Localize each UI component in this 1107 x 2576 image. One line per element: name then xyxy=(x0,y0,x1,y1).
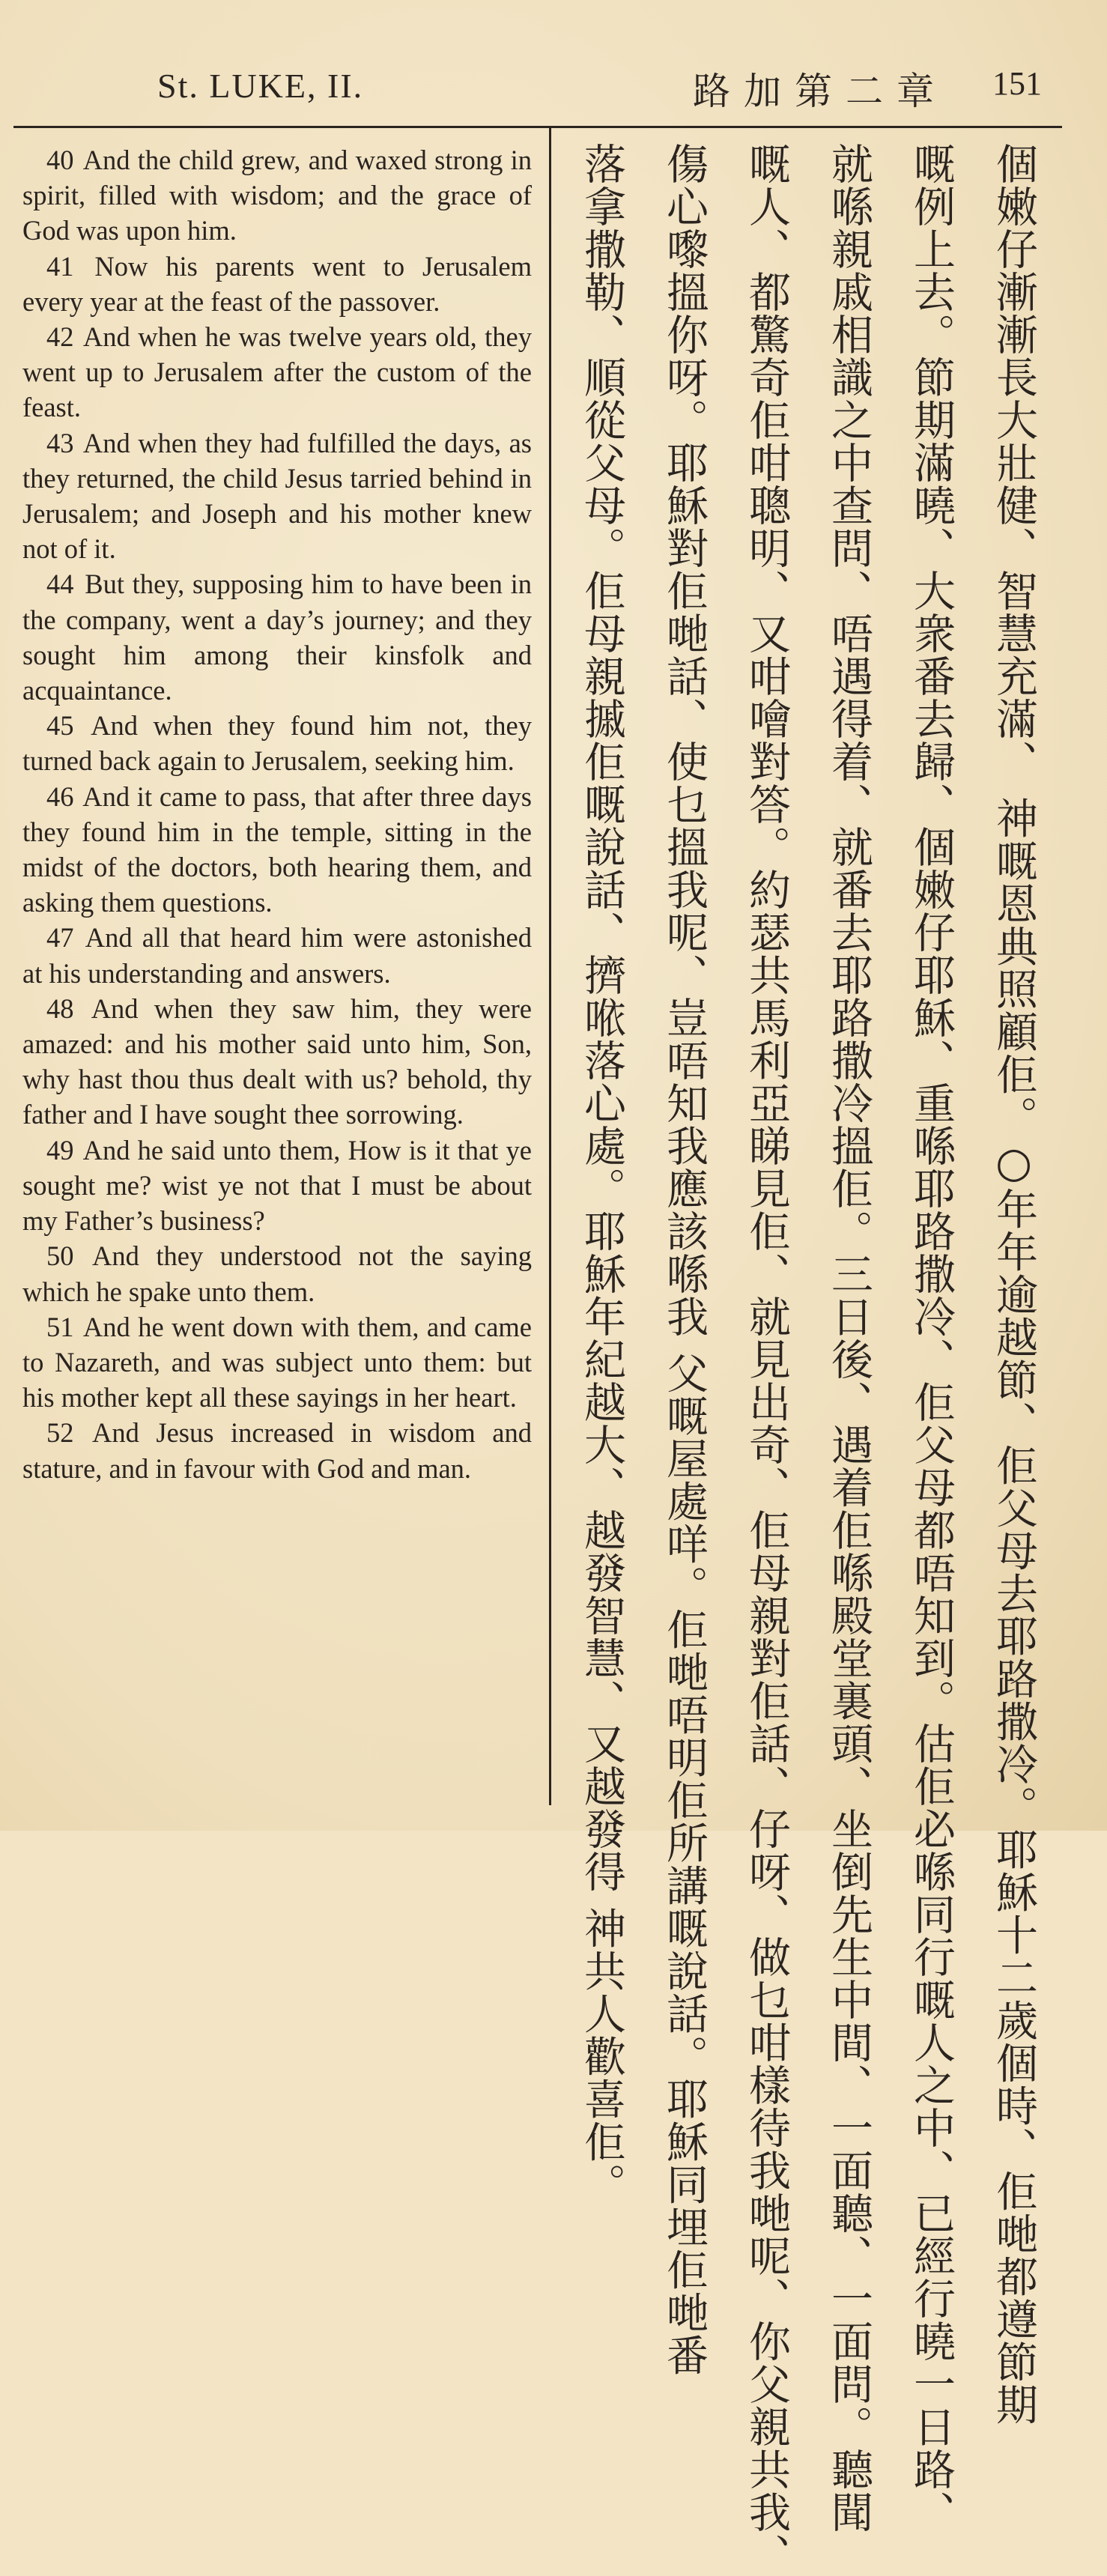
verse-50 xyxy=(22,1238,532,1309)
verse-47 xyxy=(22,920,532,990)
verse-number: 51 xyxy=(46,1311,74,1342)
verse-49 xyxy=(22,1133,532,1239)
verse-number: 40 xyxy=(46,145,74,175)
verse-43 xyxy=(22,425,532,567)
verse-text: And when they had fulfilled the days, as they returned, the child Jesus tarried behind in Jerusalem; and Joseph and his mother knew not of it. xyxy=(22,427,532,565)
verse-text: And all that heard him were astonished at his understanding and answers. xyxy=(22,922,532,989)
column-divider xyxy=(549,127,551,1805)
verse-42 xyxy=(22,319,532,425)
verse-number: 47 xyxy=(46,922,74,954)
verse-text: And Jesus increased in wisdom and stature, and in favour with God and man. xyxy=(22,1417,532,1484)
verse-number: 50 xyxy=(46,1240,74,1272)
verse-number: 44 xyxy=(46,569,74,600)
chinese-line: 傷心嚟搵你呀。耶穌對佢哋話、使乜搵我呢、豈唔知我應該喺我 父嘅屋處咩。佢哋唔明佢所講嘅說話。耶穌同埋佢哋番 xyxy=(660,142,709,2377)
verse-text: And when they found him not, they turned back again to Jerusalem, seeking him. xyxy=(22,710,532,777)
verse-46 xyxy=(22,779,532,921)
verse-number: 43 xyxy=(46,427,74,458)
verse-51 xyxy=(22,1309,532,1416)
verse-48 xyxy=(22,991,532,1133)
page-number: 151 xyxy=(992,65,1042,102)
verse-44 xyxy=(22,566,532,708)
english-column xyxy=(22,142,532,1486)
chinese-line: 嘅例上去。節期滿曉、大衆番去歸、個嫩仔耶穌、重喺耶路撒冷、佢父母都唔知到。估佢必喺同行嘅人之中、已經行曉一日路、 xyxy=(907,142,956,2533)
header-rule xyxy=(13,126,1062,128)
verse-text: And he said unto them, How is it that ye sought me? wist ye not that I must be about my Father’s business? xyxy=(22,1134,532,1237)
verse-number: 45 xyxy=(46,710,74,742)
verse-text: And they understood not the saying which he spake unto them. xyxy=(22,1240,532,1307)
english-running-title: St. LUKE, II. xyxy=(157,67,364,105)
chinese-line: 就喺親戚相識之中查問、唔遇得着、就番去耶路撒冷搵佢。三日後、遇着佢喺殿堂裏頭、坐倒先生中間、一面聽、一面問。聽聞 xyxy=(825,142,873,2533)
verse-text: And the child grew, and waxed strong in spirit, filled with wisdom; and the grace of God was upon him. xyxy=(22,145,532,246)
verse-number: 49 xyxy=(46,1134,74,1166)
verse-text: And it came to pass, that after three days they found him in the temple, sitting in the midst of the doctors, both hearing them, and asking them questions. xyxy=(22,781,532,918)
verse-text: And he went down with them, and came to Nazareth, and was subject unto them: but his mother kept all these sayings in her heart. xyxy=(22,1311,532,1413)
verse-number: 48 xyxy=(46,992,74,1024)
chinese-running-title: 路加第二章 xyxy=(693,70,947,113)
verse-41 xyxy=(22,249,532,319)
verse-text: And when they saw him, they were amazed: and his mother said unto him, Son, why hast thou thus dealt with us? behold, thy father and I have sought thee sorrowing. xyxy=(22,992,532,1130)
verse-number: 41 xyxy=(46,250,74,282)
chinese-column xyxy=(563,135,1058,2576)
verse-text: Now his parents went to Jerusalem every year at the feast of the passover. xyxy=(22,250,532,317)
chinese-line: 個嫩仔漸漸長大壯健、智慧充滿、 神嘅恩典照顧佢。○年年逾越節、佢父母去耶路撒冷。耶穌十二歲個時、佢哋都遵節期 xyxy=(989,142,1038,2426)
chinese-line: 落拿撒勒、順從父母。佢母親摵佢嘅說話、擠𠵱落心處。耶穌年紀越大、越發智慧、又越發得 神共人歡喜佢。 xyxy=(577,142,626,2206)
verse-number: 46 xyxy=(46,781,74,812)
verse-number: 52 xyxy=(46,1417,74,1449)
chinese-line: 嘅人、都驚奇佢咁聰明、又咁噲對答。約瑟共馬利亞睇見佢、就見出奇、佢母親對佢話、仔呀、做乜咁樣待我哋呢、你父親共我、 xyxy=(742,142,791,2576)
verse-52 xyxy=(22,1415,532,1485)
verse-text: But they, supposing him to have been in the company, went a day’s journey; and they sought him among their kinsfolk and acquaintance. xyxy=(22,569,532,706)
verse-text: And when he was twelve years old, they went up to Jerusalem after the custom of the feast. xyxy=(22,321,532,423)
verse-45 xyxy=(22,708,532,778)
verse-number: 42 xyxy=(46,321,74,353)
verse-40 xyxy=(22,142,532,249)
